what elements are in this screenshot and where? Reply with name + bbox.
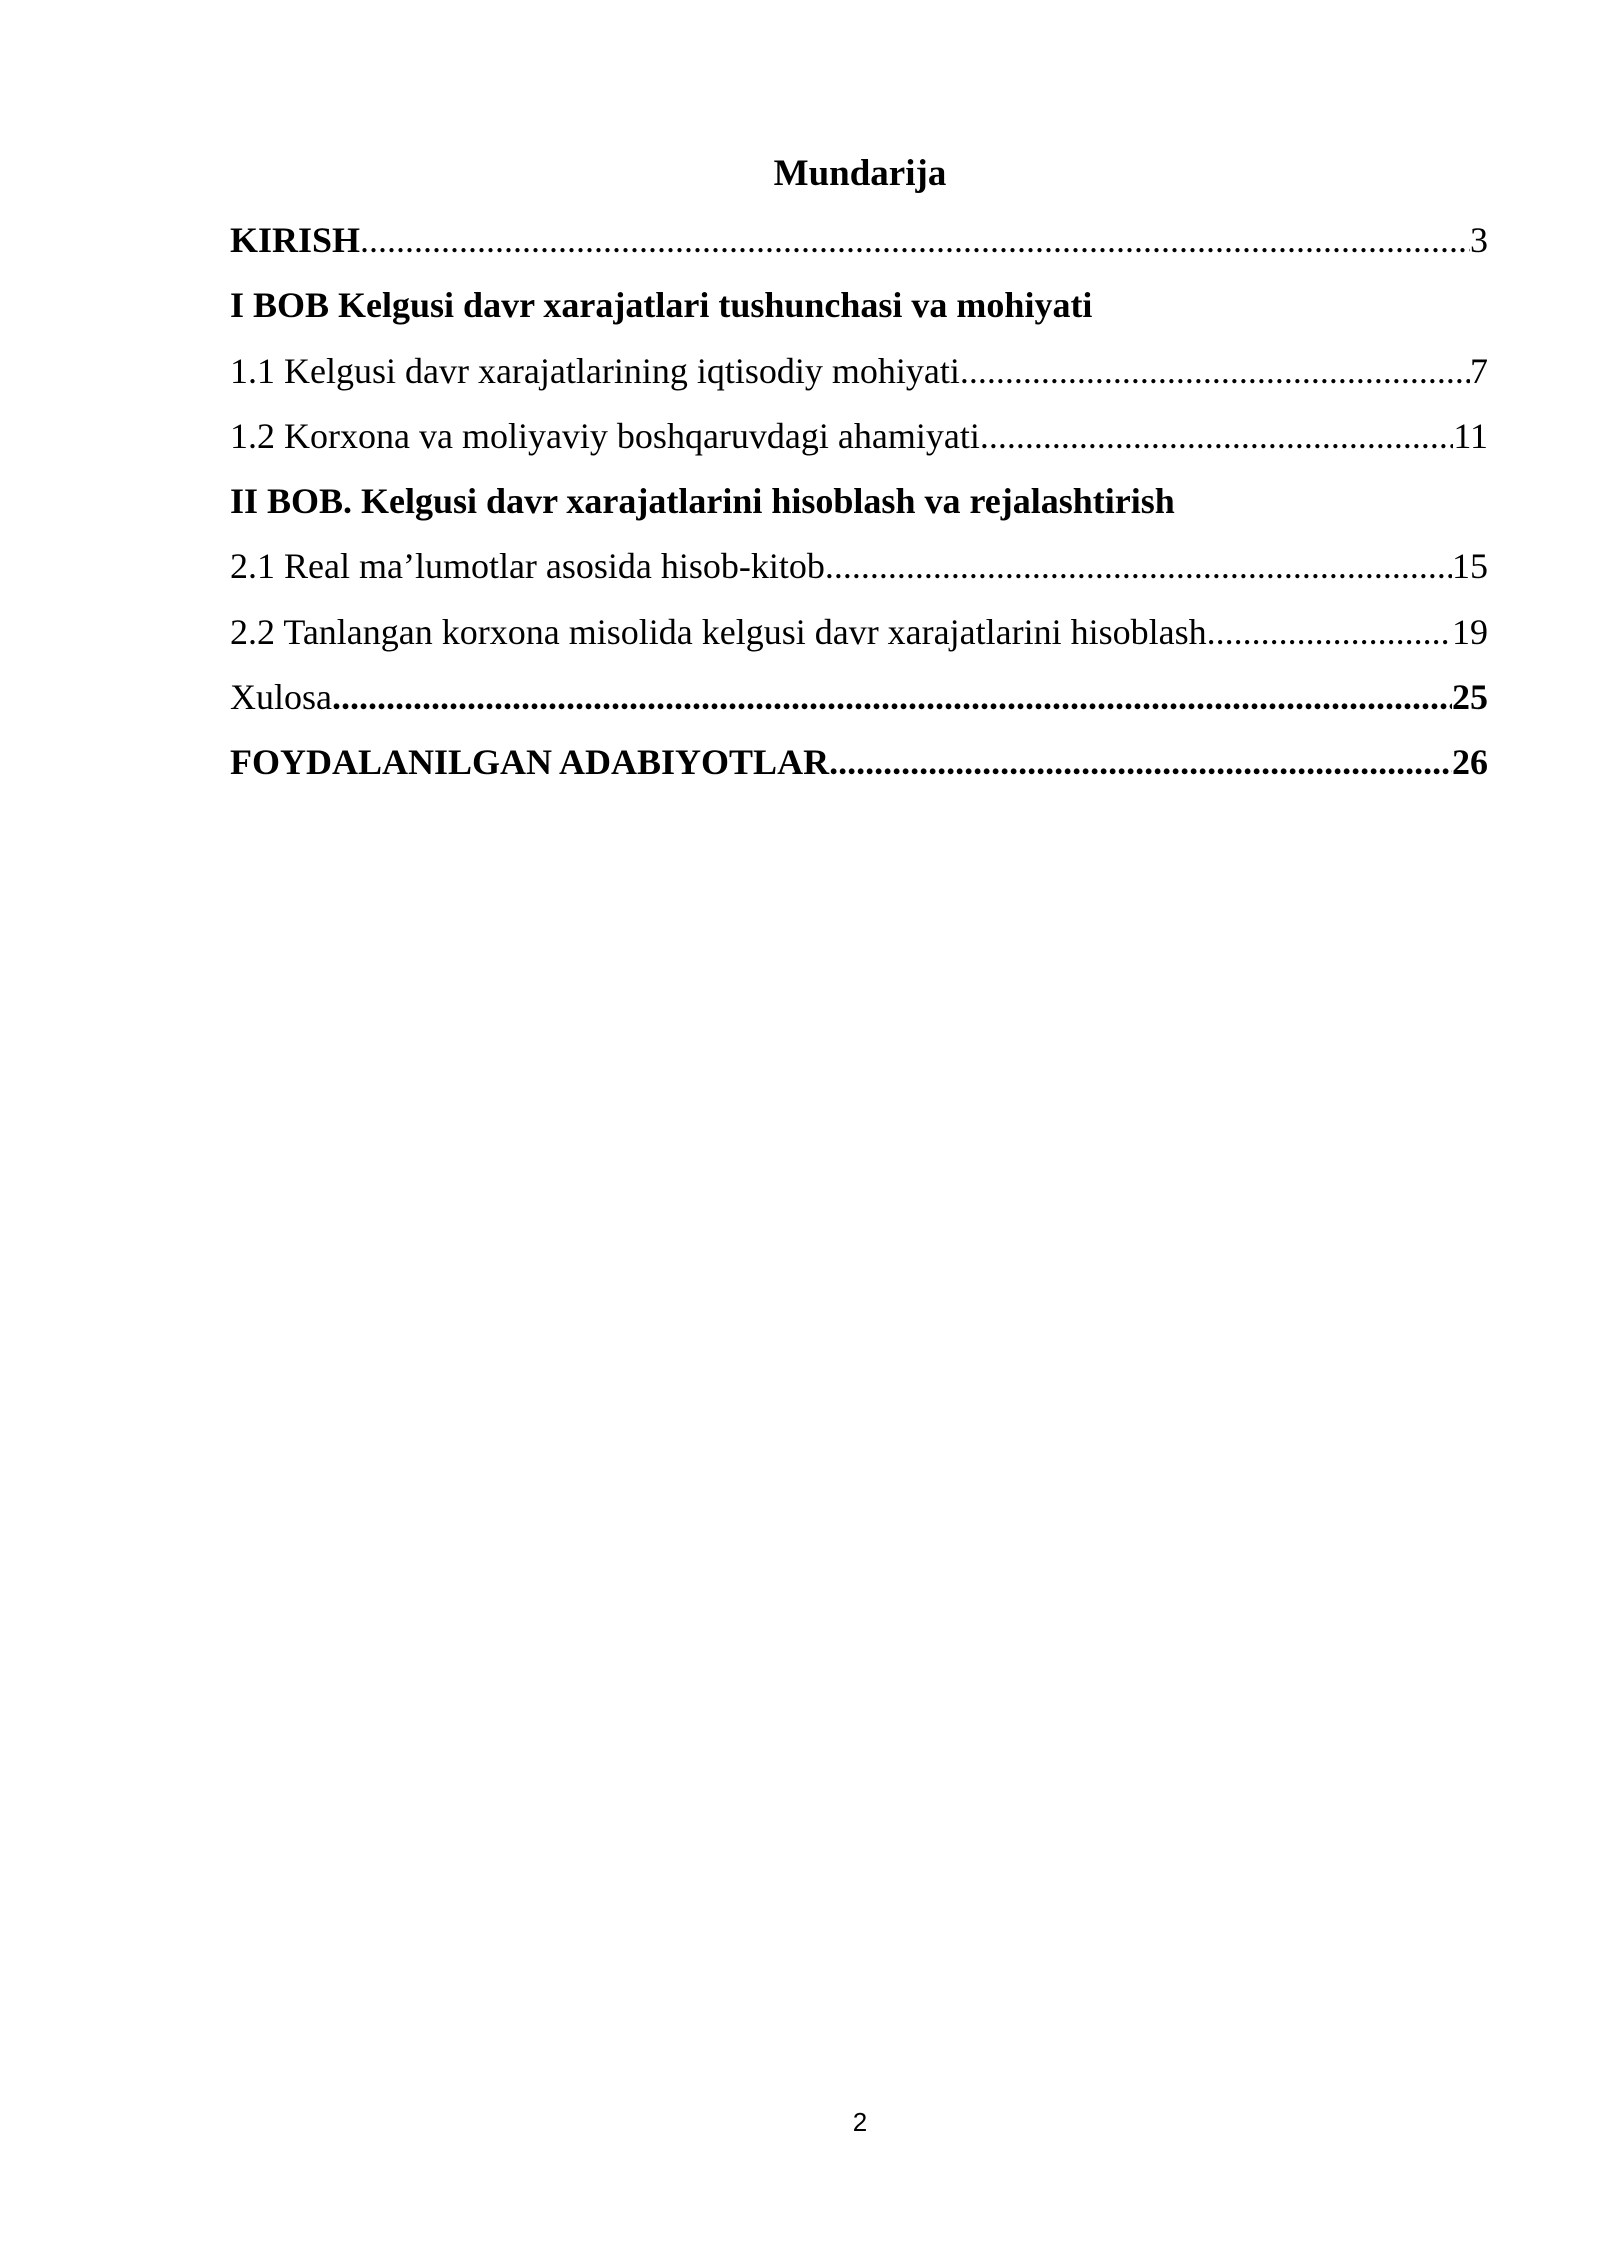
- toc-entry[interactable]: [230, 477, 1488, 542]
- toc-entry-page: 19: [1452, 611, 1488, 652]
- toc-entry-label: 1.2 Korxona va moliyaviy boshqaruvdagi ahamiyati: [230, 415, 980, 456]
- toc-entry[interactable]: [230, 673, 1488, 738]
- toc-dot-leader: [360, 216, 1470, 264]
- toc-dot-leader: [825, 542, 1452, 590]
- toc-entry-label: 1.1 Kelgusi davr xarajatlarining iqtisodiy mohiyati: [230, 350, 960, 391]
- toc-entry[interactable]: [230, 738, 1488, 803]
- toc-dot-leader: [332, 673, 1452, 721]
- toc-entry-page: 25: [1452, 677, 1488, 718]
- page-number: 2: [852, 2107, 868, 2137]
- page-title: Mundarija: [773, 153, 947, 194]
- toc-dot-leader: [960, 347, 1470, 395]
- toc-entry[interactable]: [230, 542, 1488, 607]
- toc-dot-leader: [980, 412, 1453, 460]
- table-of-contents: [230, 216, 1488, 804]
- toc-entry[interactable]: [230, 608, 1488, 673]
- toc-entry-page: 3: [1470, 220, 1488, 260]
- toc-entry-label: 2.2 Tanlangan korxona misolida kelgusi davr xarajatlarini hisoblash: [230, 611, 1207, 652]
- toc-entry-page: 7: [1470, 350, 1488, 391]
- toc-entry-page: 11: [1453, 415, 1488, 456]
- toc-entry-page: 26: [1452, 742, 1488, 783]
- toc-entry[interactable]: [230, 347, 1488, 412]
- toc-entry[interactable]: [230, 216, 1488, 281]
- toc-entry-label: KIRISH: [230, 220, 361, 260]
- toc-entry-label: 2.1 Real ma’lumotlar asosida hisob-kitob: [230, 546, 825, 587]
- toc-entry-label: FOYDALANILGAN ADABIYOTLAR: [230, 742, 830, 783]
- toc-dot-leader: [1207, 608, 1452, 656]
- toc-entry-page: 15: [1452, 546, 1488, 587]
- toc-entry-label: I BOB Kelgusi davr xarajatlari tushunchasi va mohiyati: [230, 285, 1093, 326]
- toc-entry[interactable]: [230, 281, 1488, 346]
- toc-entry[interactable]: [230, 412, 1488, 477]
- toc-entry-label: Xulosa: [230, 677, 332, 718]
- toc-entry-label: II BOB. Kelgusi davr xarajatlarini hisoblash va rejalashtirish: [230, 481, 1175, 522]
- toc-dot-leader: [829, 738, 1452, 786]
